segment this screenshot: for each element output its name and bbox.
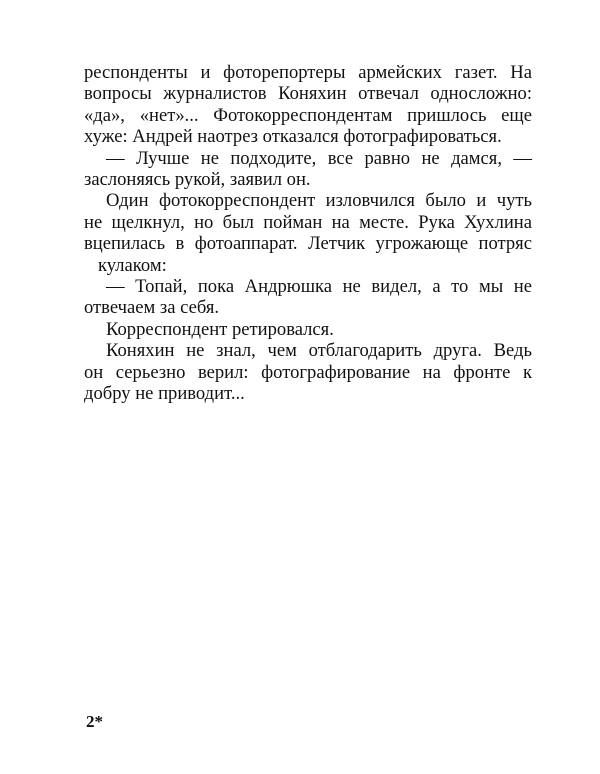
text-line: добру не приводит... <box>84 383 245 405</box>
text-line: — Лучше не подходите, все равно не дамся, — <box>106 147 532 169</box>
text-line: хуже: Андрей наотрез отказался фотографироваться. <box>84 126 502 148</box>
text-line: Один фотокорреспондент изловчился было и чуть <box>106 190 532 212</box>
text-line: Корреспондент ретировался. <box>106 318 334 340</box>
text-line: он серьезно верил: фотографирование на фронте к <box>84 361 532 383</box>
text-line: заслоняясь рукой, заявил он. <box>84 169 311 191</box>
text-line: кулаком: <box>98 254 167 276</box>
text-line: — Топай, пока Андрюшка не видел, а то мы не <box>106 276 532 298</box>
text-line: отвечаем за себя. <box>84 297 220 319</box>
body-text <box>84 62 532 405</box>
text-line: вцепилась в фотоаппарат. Летчик угрожающе потряс <box>84 233 532 255</box>
text-line: респонденты и фоторепортеры армейских газет. На <box>84 62 532 83</box>
page-number: 2* <box>86 712 103 731</box>
text-line: не щелкнул, но был пойман на месте. Рука Хухлина <box>84 211 532 233</box>
text-line: вопросы журналистов Коняхин отвечал односложно: <box>84 83 532 105</box>
text-line: «да», «нет»... Фотокорреспондентам пришлось еще <box>84 104 532 126</box>
text-line: Коняхин не знал, чем отблагодарить друга. Ведь <box>106 340 532 362</box>
